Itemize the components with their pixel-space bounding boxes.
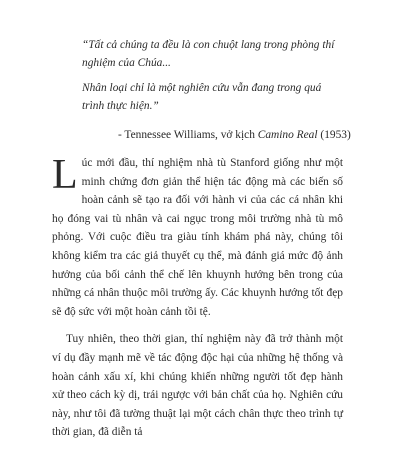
attribution-play-title: Camino Real [257,129,318,141]
epigraph-attribution [118,126,351,144]
paragraph-1 [52,154,343,321]
chapter-body [52,154,343,451]
attribution-year: (1953) [317,129,351,141]
paragraph-2: Tuy nhiên, theo thời gian, thí nghiệm này đã trở thành một ví dụ đầy mạnh mẽ về tác động độc hại của những hệ thống và hoàn cảnh xấu xí, khi chúng khiến những người tốt đẹp hành xử theo cách kỳ dị, trái ngược với bản chất của họ. Nghiên cứu này, như tôi đã tường thuật lại một cách chân thực theo trình tự thời gian, đã diễn tả [52,333,343,439]
paragraph-1-text: úc mới đầu, thí nghiệm nhà tù Stanford giống như một minh chứng đơn giản thể hiện tác động mà các biến số hoàn cảnh sẽ tạo ra đối với hành vi của các cá nhân khi họ đóng vai tù nhân và cai ngục trong môi trường nhà tù mô phỏng. Với cuộc điều tra giàu tính khám phá này, chúng tôi không kiểm tra các giả thuyết cụ thể, mà đánh giá mức độ ảnh hưởng của bối cảnh thể chế lên khuynh hướng bên trong của những cá nhân thuộc môi trường ấy. Các khuynh hướng tốt đẹp sẽ độ sức với một hoàn cảnh tồi tệ. [52,157,343,318]
drop-cap-letter: L [52,152,78,198]
epigraph [82,36,342,122]
attribution-author: - Tennessee Williams, vở kịch [118,129,258,141]
epigraph-quote-line-2: Nhân loại chỉ là một nghiên cứu vẫn đang trong quá trình thực hiện.” [82,82,322,112]
epigraph-quote-line-1: “Tất cả chúng ta đều là con chuột lang trong phòng thí nghiệm của Chúa... [82,39,335,69]
